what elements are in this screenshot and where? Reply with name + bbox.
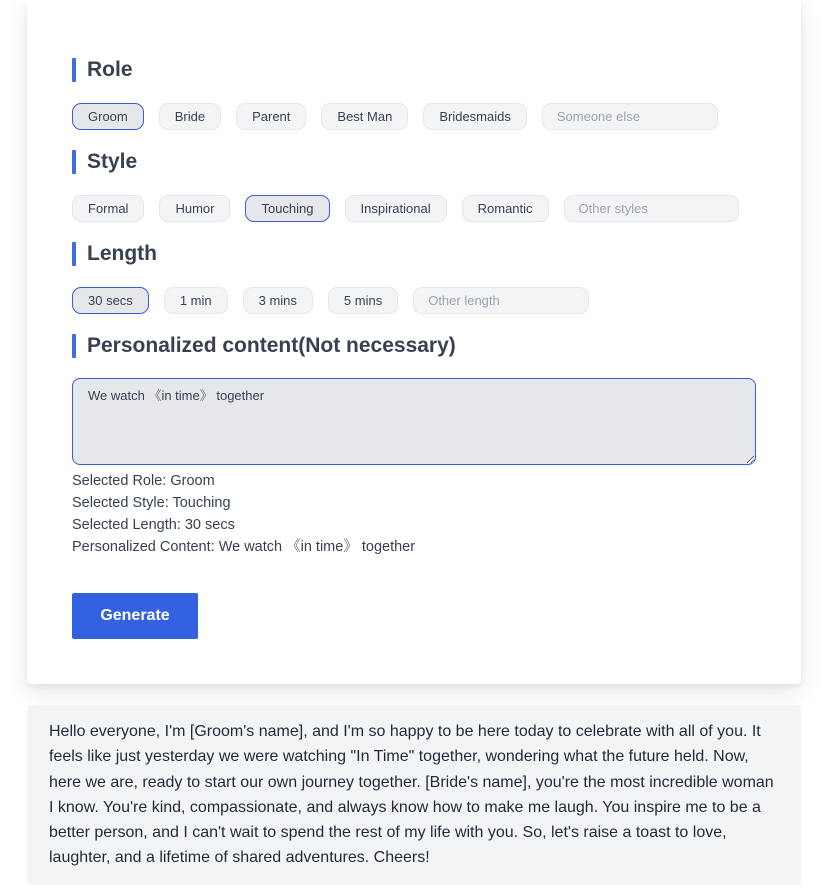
personalized-content-textarea[interactable] — [72, 378, 756, 465]
length-options — [72, 287, 589, 314]
style-chip-humor[interactable]: Humor — [159, 195, 230, 222]
length-chip-3-mins[interactable]: 3 mins — [243, 287, 313, 314]
role-chip-groom[interactable]: Groom — [72, 103, 144, 130]
role-title-text: Role — [87, 58, 133, 81]
length-chip-1-min[interactable]: 1 min — [164, 287, 228, 314]
role-chip-parent[interactable]: Parent — [236, 103, 306, 130]
role-other-input[interactable] — [542, 103, 718, 130]
style-chip-romantic[interactable]: Romantic — [462, 195, 549, 222]
style-chip-inspirational[interactable]: Inspirational — [345, 195, 447, 222]
role-section-title — [72, 58, 133, 82]
length-section-title — [72, 242, 157, 266]
personal-title-text: Personalized content(Not necessary) — [87, 334, 456, 357]
summary-length: Selected Length: 30 secs — [72, 517, 235, 533]
style-other-input[interactable] — [564, 195, 739, 222]
role-chip-best-man[interactable]: Best Man — [321, 103, 408, 130]
role-options — [72, 103, 718, 130]
style-options — [72, 195, 739, 222]
summary-style: Selected Style: Touching — [72, 495, 231, 511]
speech-form-card — [27, 0, 801, 684]
length-accent-bar — [72, 242, 76, 266]
generate-button[interactable]: Generate — [72, 593, 198, 639]
personal-accent-bar — [72, 334, 76, 358]
generated-speech-output: Hello everyone, I'm [Groom's name], and I'm so happy to be here today to celebrate with all of you. It feels like just yesterday we were watching "In Time" together, wondering what the future held. Now, here we are, ready to start our own journey together. [Bride's name], you're the most incredible woman I know. You're kind, compassionate, and always know how to make me laugh. You inspire me to be a better person, and I can't wait to spend the rest of my life with you. So, let's raise a toast to love, laughter, and a lifetime of shared adventures. Cheers! — [27, 705, 801, 885]
style-accent-bar — [72, 150, 76, 174]
length-other-input[interactable] — [413, 287, 589, 314]
style-chip-touching[interactable]: Touching — [245, 195, 329, 222]
personal-section-title — [72, 334, 456, 358]
style-title-text: Style — [87, 150, 138, 173]
style-section-title — [72, 150, 137, 174]
length-chip-5-mins[interactable]: 5 mins — [328, 287, 398, 314]
role-chip-bride[interactable]: Bride — [159, 103, 221, 130]
selection-summary — [72, 470, 415, 558]
style-chip-formal[interactable]: Formal — [72, 195, 144, 222]
role-chip-bridesmaids[interactable]: Bridesmaids — [423, 103, 527, 130]
length-chip-30-secs[interactable]: 30 secs — [72, 287, 149, 314]
summary-content: Personalized Content: We watch 《in time》 together — [72, 539, 416, 555]
summary-role: Selected Role: Groom — [72, 473, 215, 489]
length-title-text: Length — [87, 242, 157, 265]
role-accent-bar — [72, 58, 76, 82]
